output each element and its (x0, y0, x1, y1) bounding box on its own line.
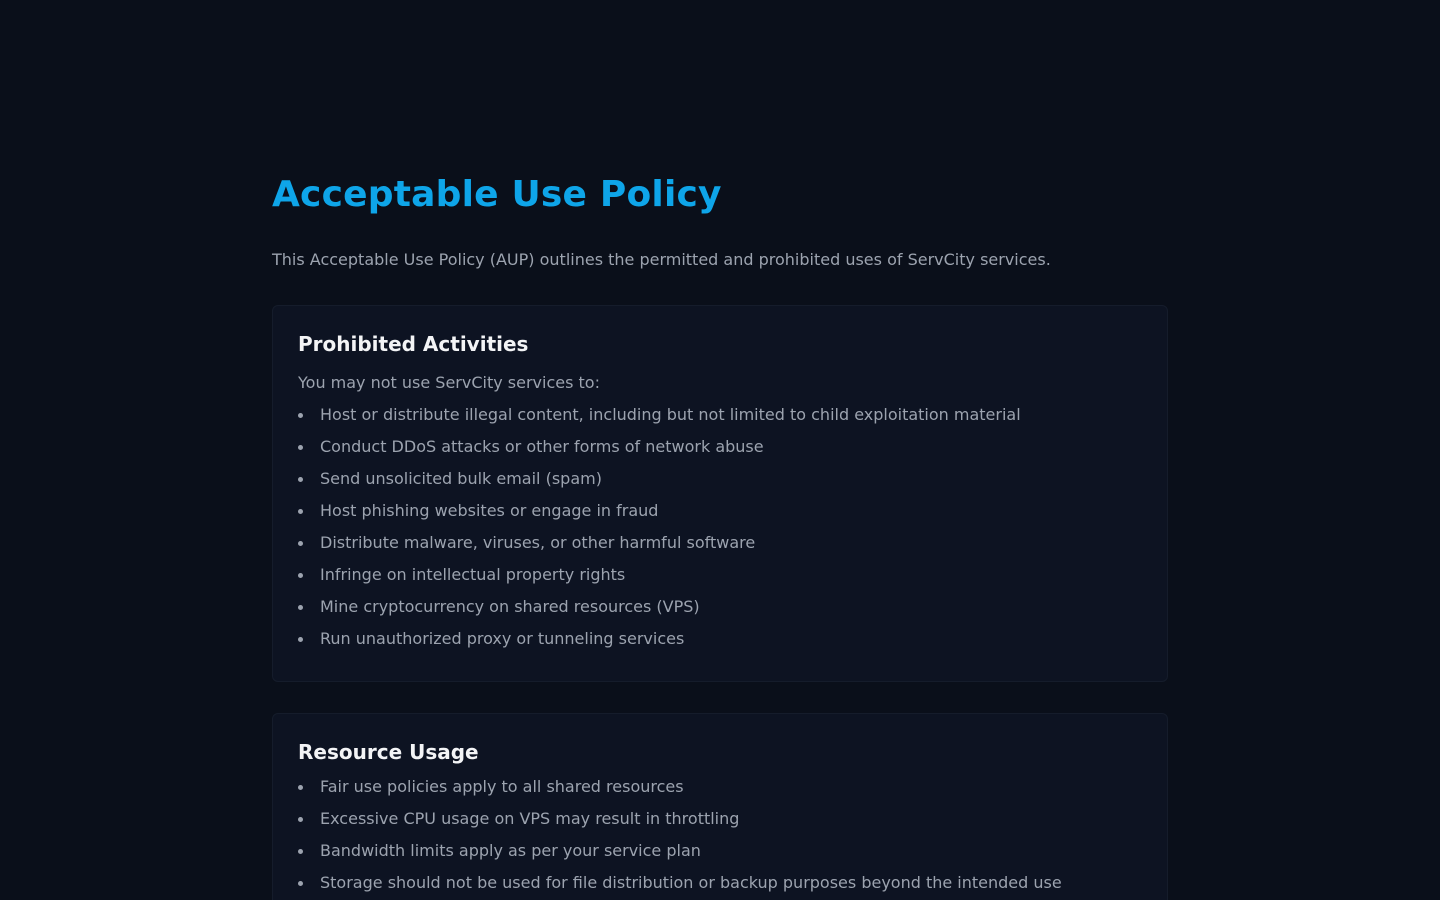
list-item-text: Conduct DDoS attacks or other forms of network abuse (320, 437, 764, 456)
list-item (298, 627, 1143, 651)
list-item-text: Send unsolicited bulk email (spam) (320, 469, 602, 488)
list-item (298, 595, 1143, 619)
section-lead: You may not use ServCity services to: (298, 373, 600, 392)
list-item-text: Distribute malware, viruses, or other harmful software (320, 533, 756, 552)
bullet-icon (298, 849, 303, 854)
list-item (298, 467, 1143, 491)
list-item-text: Storage should not be used for file distribution or backup purposes beyond the intended use (320, 873, 1062, 892)
list-item-text: Host or distribute illegal content, including but not limited to child exploitation material (320, 405, 1021, 424)
list-item (298, 499, 1143, 523)
list-item (298, 871, 1143, 895)
resource-usage-section (272, 713, 1168, 900)
bullet-icon (298, 637, 303, 642)
list-item (298, 531, 1143, 555)
bullet-icon (298, 785, 303, 790)
list-item-text: Run unauthorized proxy or tunneling services (320, 629, 685, 648)
resource-usage-list (298, 775, 1143, 895)
list-item-text: Bandwidth limits apply as per your service plan (320, 841, 701, 860)
bullet-icon (298, 817, 303, 822)
list-item-text: Host phishing websites or engage in fraud (320, 501, 659, 520)
bullet-icon (298, 477, 303, 482)
list-item-text: Mine cryptocurrency on shared resources (VPS) (320, 597, 700, 616)
prohibited-activities-section (272, 305, 1168, 682)
list-item (298, 839, 1143, 863)
bullet-icon (298, 605, 303, 610)
list-item (298, 563, 1143, 587)
bullet-icon (298, 573, 303, 578)
list-item (298, 807, 1143, 831)
bullet-icon (298, 413, 303, 418)
bullet-icon (298, 541, 303, 546)
bullet-icon (298, 509, 303, 514)
list-item-text: Infringe on intellectual property rights (320, 565, 626, 584)
bullet-icon (298, 445, 303, 450)
policy-content (272, 172, 1168, 900)
list-item (298, 403, 1143, 427)
list-item (298, 775, 1143, 799)
bullet-icon (298, 881, 303, 886)
intro-text: This Acceptable Use Policy (AUP) outlines the permitted and prohibited uses of ServCity services. (272, 250, 1051, 269)
page-title: Acceptable Use Policy (272, 174, 722, 215)
section-title: Resource Usage (298, 740, 479, 764)
section-title: Prohibited Activities (298, 332, 529, 356)
prohibited-list (298, 403, 1143, 651)
list-item-text: Excessive CPU usage on VPS may result in throttling (320, 809, 740, 828)
list-item-text: Fair use policies apply to all shared resources (320, 777, 684, 796)
list-item (298, 435, 1143, 459)
